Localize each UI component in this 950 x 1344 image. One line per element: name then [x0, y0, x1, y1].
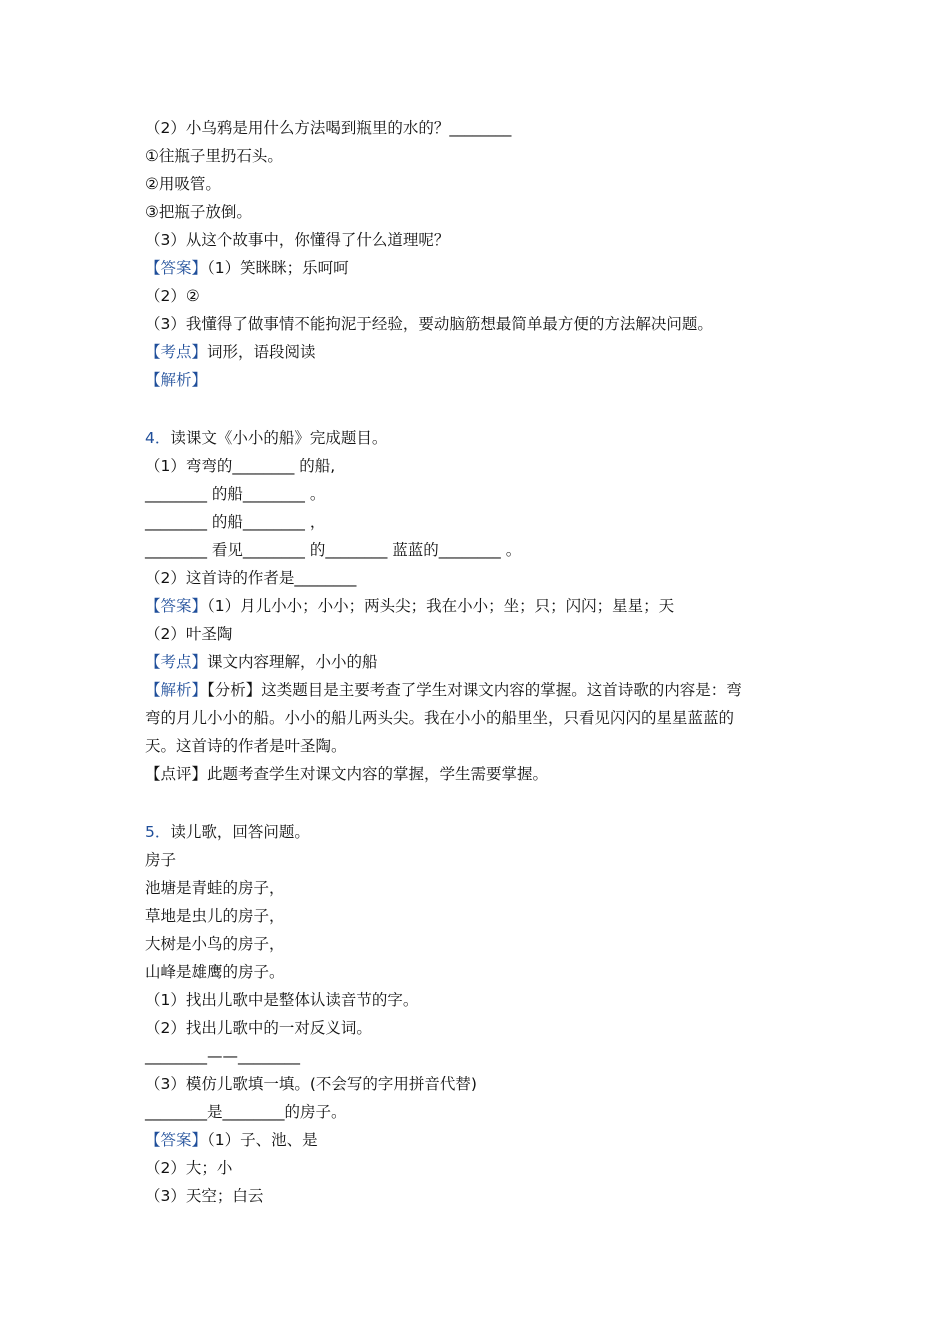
q4-title-line — [145, 428, 387, 448]
kaodian-tag: 【考点】 — [145, 653, 208, 671]
q5-sub3: （3）模仿儿歌填一填。(不会写的字用拼音代替) — [145, 1075, 477, 1093]
q4-number: 4． — [145, 429, 171, 447]
q4-jiexi-1: 【分析】这类题目是主要考查了学生对课文内容的掌握。这首诗歌的内容是：弯 — [207, 681, 742, 699]
q4-kaodian: 课文内容理解，小小的船 — [207, 653, 378, 671]
q3-option-1: ①往瓶子里扔石头。 — [145, 147, 283, 165]
q3-answer-1: （1）笑眯眯；乐呵呵 — [207, 259, 349, 277]
q5-answer-2: （2）大；小 — [145, 1159, 233, 1177]
q5-title: 读儿歌，回答问题。 — [170, 823, 310, 841]
q4-sub1-line-2: ________ 的船________ 。 — [145, 485, 326, 503]
q5-poem-line-2: 草地是虫儿的房子， — [145, 907, 285, 925]
q4-sub1-line-4: ________ 看见________ 的________ 蓝蓝的________ 。 — [145, 541, 522, 559]
q4-sub1-line-3: ________ 的船________ ， — [145, 513, 326, 531]
q4-answer-2: （2）叶圣陶 — [145, 625, 233, 643]
q3-jiexi-tag — [145, 370, 207, 390]
q4-title: 读课文《小小的船》完成题目。 — [170, 429, 388, 447]
q4-answer-line-1 — [145, 596, 674, 616]
q5-number: 5． — [145, 823, 171, 841]
q3-option-3: ③把瓶子放倒。 — [145, 203, 252, 221]
q3-sub2: （2）小乌鸦是用什么方法喝到瓶里的水的？________ — [145, 119, 512, 137]
q3-option-2: ②用吸管。 — [145, 175, 221, 193]
q5-answer-1: （1）子、池、是 — [207, 1131, 318, 1149]
q4-jiexi-line-1 — [145, 680, 742, 700]
q5-answer-3: （3）天空；白云 — [145, 1187, 264, 1205]
q4-sub2: （2）这首诗的作者是________ — [145, 569, 357, 587]
q3-kaodian: 词形，语段阅读 — [207, 343, 316, 361]
q5-sub3-blank: ________是________的房子。 — [145, 1103, 347, 1121]
q5-poem-title: 房子 — [145, 851, 177, 869]
q5-title-line — [145, 822, 310, 842]
q5-sub1: （1）找出儿歌中是整体认读音节的字。 — [145, 991, 419, 1009]
q4-jiexi-line-3: 天。这首诗的作者是叶圣陶。 — [145, 737, 347, 755]
q5-answer-line-1 — [145, 1130, 318, 1150]
q5-poem-line-3: 大树是小鸟的房子， — [145, 935, 285, 953]
answer-tag: 【答案】 — [145, 259, 208, 277]
kaodian-tag: 【考点】 — [145, 343, 208, 361]
q4-dianping: 【点评】此题考查学生对课文内容的掌握，学生需要掌握。 — [145, 765, 549, 783]
q4-kaodian-line — [145, 652, 378, 672]
q3-answer-line-1 — [145, 258, 349, 278]
answer-tag: 【答案】 — [145, 597, 208, 615]
q4-answer-1: （1）月儿小小；小小；两头尖；我在小小；坐；只；闪闪；星星；天 — [207, 597, 675, 615]
q4-jiexi-line-2: 弯的月儿小小的船。小小的船儿两头尖。我在小小的船里坐，只看见闪闪的星星蓝蓝的 — [145, 709, 735, 727]
jiexi-tag: 【解析】 — [145, 371, 208, 389]
q3-kaodian-line — [145, 342, 316, 362]
jiexi-tag: 【解析】 — [145, 681, 208, 699]
q4-sub1-line-1: （1）弯弯的________ 的船, — [145, 457, 336, 475]
answer-tag: 【答案】 — [145, 1131, 208, 1149]
q5-poem-line-4: 山峰是雄鹰的房子。 — [145, 963, 285, 981]
q3-answer-2: （2）② — [145, 287, 200, 305]
q5-sub2: （2）找出儿歌中的一对反义词。 — [145, 1019, 372, 1037]
q5-sub2-blank: ________——________ — [145, 1047, 300, 1065]
q3-answer-3: （3）我懂得了做事情不能拘泥于经验，要动脑筋想最简单最方便的方法解决问题。 — [145, 315, 713, 333]
q3-sub3: （3）从这个故事中，你懂得了什么道理呢？ — [145, 231, 450, 249]
q5-poem-line-1: 池塘是青蛙的房子， — [145, 879, 285, 897]
